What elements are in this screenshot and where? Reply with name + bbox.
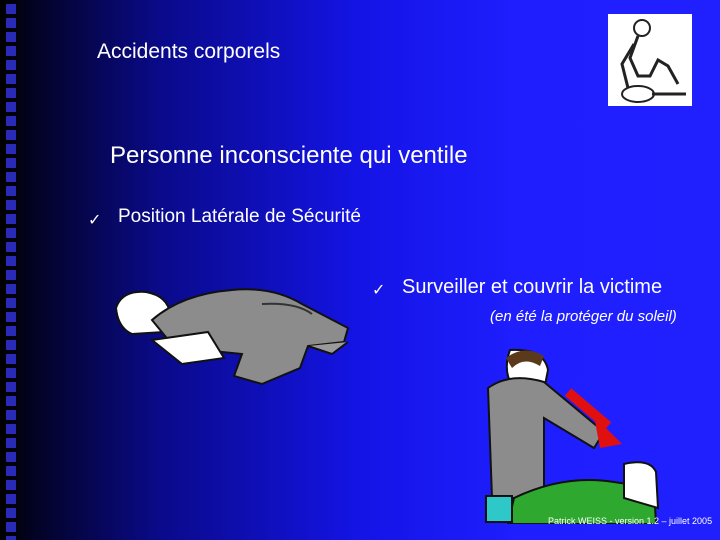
bullet-pls: Position Latérale de Sécurité [118,206,361,227]
checkmark-icon: ✓ [88,212,102,229]
checker-square [6,46,16,56]
checker-square [6,312,16,322]
checker-square [6,144,16,154]
checker-square [6,186,16,196]
checker-square [6,368,16,378]
checker-square [6,158,16,168]
checker-square [6,214,16,224]
checker-square [6,60,16,70]
checker-square [6,298,16,308]
checker-square [6,354,16,364]
checker-square [6,494,16,504]
recovery-position-image [112,280,356,388]
checker-square [6,326,16,336]
slide-title: Accidents corporels [97,40,281,63]
checker-square [6,382,16,392]
checker-square [6,74,16,84]
checker-square [6,340,16,350]
checker-square [6,522,16,532]
checker-square [6,424,16,434]
checker-square [6,130,16,140]
checker-square [6,242,16,252]
cpr-pictogram-image [608,14,692,106]
checker-square [6,270,16,280]
checker-square [6,480,16,490]
checker-square [6,172,16,182]
checker-square [6,116,16,126]
checker-square [6,452,16,462]
checker-square [6,88,16,98]
checker-square [6,284,16,294]
checker-square [6,508,16,518]
checker-square [6,32,16,42]
sun-protection-note: (en été la protéger du soleil) [490,308,677,325]
checker-square [6,396,16,406]
checker-square [6,228,16,238]
decorative-checker-band [0,0,22,540]
checker-square [6,200,16,210]
checker-square [6,438,16,448]
checker-square [6,466,16,476]
checker-square [6,410,16,420]
checker-square [6,256,16,266]
section-subtitle: Personne inconsciente qui ventile [110,142,468,169]
checker-square [6,18,16,28]
checker-square [6,102,16,112]
checker-square [6,536,16,540]
footer-credit: Patrick WEISS - version 1.2 – juillet 2005 [548,516,713,526]
bullet-monitor: Surveiller et couvrir la victime [402,276,663,298]
cover-victim-image [484,348,660,524]
checkmark-icon: ✓ [372,282,386,299]
checker-square [6,4,16,14]
